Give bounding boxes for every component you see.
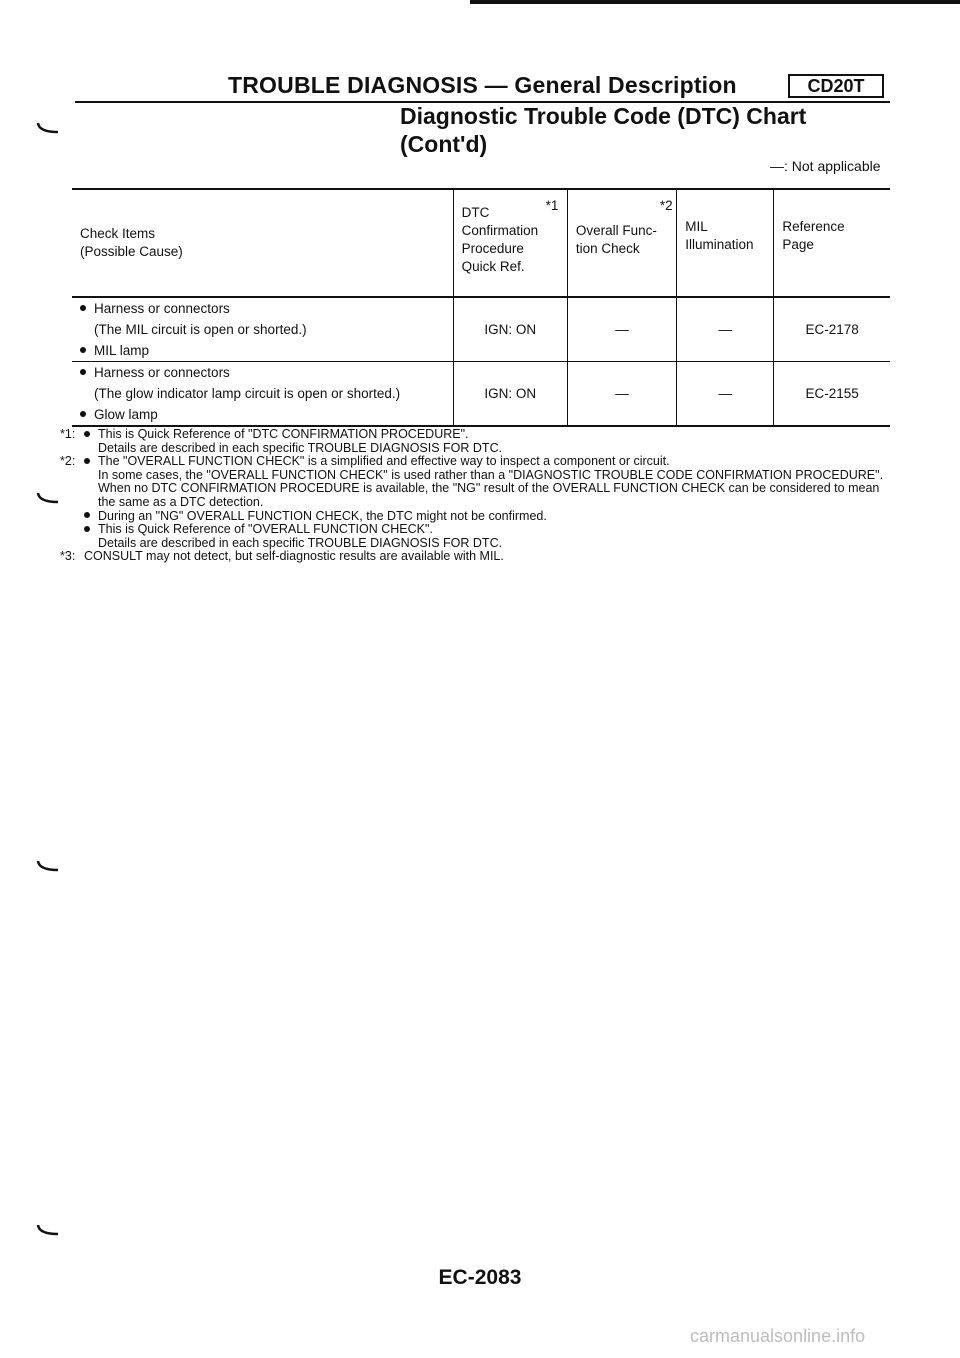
table-row — [72, 362, 890, 427]
bullet-icon — [80, 411, 86, 417]
bullet-icon — [80, 305, 86, 311]
overall-function-cell: — — [567, 362, 676, 427]
bullet-icon — [80, 369, 86, 375]
not-applicable-legend: —: Not applicable — [770, 158, 881, 174]
bullet-icon — [84, 512, 90, 518]
margin-corner-mark-icon — [36, 1224, 60, 1236]
reference-page-cell: EC-2178 — [774, 297, 890, 362]
dtc-chart-table — [72, 188, 890, 427]
header-overall-function — [567, 189, 676, 297]
bullet-icon — [84, 526, 90, 532]
footnote-2-text-b: In some cases, the "OVERALL FUNCTION CHECK" is used rather than a "DIAGNOSTIC TROUBLE CODE CONFIRMATION PROCEDURE". — [98, 467, 884, 482]
footnote-1 — [60, 428, 900, 442]
engine-model-badge: CD20T — [788, 74, 884, 98]
check-item-text: Harness or connectors — [94, 301, 230, 316]
check-item-detail: (The glow indicator lamp circuit is open or shorted.) — [94, 386, 401, 401]
margin-corner-mark-icon — [36, 860, 60, 872]
footnote-3 — [60, 550, 900, 564]
footnote-2-text-d: During an "NG" OVERALL FUNCTION CHECK, the DTC might not be confirmed. — [98, 508, 547, 523]
mil-illumination-cell: — — [677, 362, 774, 427]
footnotes — [60, 428, 900, 564]
footnote-1-text-a: This is Quick Reference of "DTC CONFIRMATION PROCEDURE". — [98, 427, 469, 441]
footnote-1-text-b: Details are described in each specific TROUBLE DIAGNOSIS FOR DTC. — [98, 440, 503, 455]
header-reference-line1: Reference — [782, 219, 845, 234]
margin-corner-mark-icon — [36, 122, 60, 134]
top-edge-bar — [470, 0, 960, 4]
section-title-line1: Diagnostic Trouble Code (DTC) Chart — [400, 103, 807, 129]
footnote-3-key: *3: — [60, 549, 76, 564]
footnote-2-text-f: Details are described in each specific TROUBLE DIAGNOSIS FOR DTC. — [98, 535, 503, 550]
header-reference-page — [774, 189, 890, 297]
header-overall-line2: tion Check — [575, 241, 640, 256]
page-header-title: TROUBLE DIAGNOSIS — General Description — [228, 72, 737, 98]
check-item-text: MIL lamp — [94, 343, 150, 358]
watermark: carmanualsonline.info — [690, 1326, 866, 1346]
footnote-2-key: *2: — [60, 454, 76, 469]
footnote-2-text-a: The "OVERALL FUNCTION CHECK" is a simplified and effective way to inspect a component or circuit. — [98, 454, 670, 469]
dtc-confirmation-cell: IGN: ON — [453, 297, 567, 362]
margin-corner-mark-icon — [36, 492, 60, 504]
footnote-3-text: CONSULT may not detect, but self-diagnostic results are available with MIL. — [84, 549, 504, 564]
footnote-2-text-c: When no DTC CONFIRMATION PROCEDURE is available, the "NG" result of the OVERALL FUNCTION CHECK can be considered to mean the same as a DTC detection. — [98, 481, 880, 509]
header-check-items-line2: (Possible Cause) — [80, 244, 183, 259]
header-mil-line1: MIL — [685, 219, 708, 234]
header-mil-illumination — [677, 189, 774, 297]
header-check-items — [72, 189, 453, 297]
page-number: EC-2083 — [438, 1266, 522, 1289]
header-dtc-line1: DTC — [461, 205, 490, 220]
header-dtc-confirmation — [453, 189, 567, 297]
header-dtc-line4: Quick Ref. — [461, 259, 525, 274]
footnote-2-text-e: This is Quick Reference of "OVERALL FUNCTION CHECK". — [98, 522, 433, 537]
header-dtc-footnote-ref: *1 — [545, 198, 559, 213]
reference-page-cell: EC-2155 — [774, 362, 890, 427]
table-row — [72, 297, 890, 362]
table-header-row — [72, 189, 890, 297]
overall-function-cell: — — [567, 297, 676, 362]
header-dtc-line3: Procedure — [461, 241, 524, 256]
header-dtc-line2: Confirmation — [461, 223, 539, 238]
section-title — [400, 102, 806, 158]
header-overall-line1: Overall Func- — [575, 223, 657, 238]
check-item-text: Glow lamp — [94, 407, 158, 422]
header-mil-line2: Illumination — [685, 237, 754, 252]
header-check-items-line1: Check Items — [80, 226, 156, 241]
check-item-detail: (The MIL circuit is open or shorted.) — [94, 322, 307, 337]
dtc-confirmation-cell: IGN: ON — [453, 362, 567, 427]
mil-illumination-cell: — — [677, 297, 774, 362]
bullet-icon — [84, 431, 90, 437]
bullet-icon — [80, 347, 86, 353]
section-title-line2: (Cont'd) — [400, 131, 488, 157]
check-items-cell — [72, 362, 453, 427]
footnote-2 — [60, 455, 900, 469]
check-item-text: Harness or connectors — [94, 365, 230, 380]
header-overall-footnote-ref: *2 — [659, 198, 673, 213]
header-reference-line2: Page — [782, 237, 814, 252]
check-items-cell — [72, 297, 453, 362]
footnote-1-key: *1: — [60, 427, 76, 441]
bullet-icon — [84, 458, 90, 464]
